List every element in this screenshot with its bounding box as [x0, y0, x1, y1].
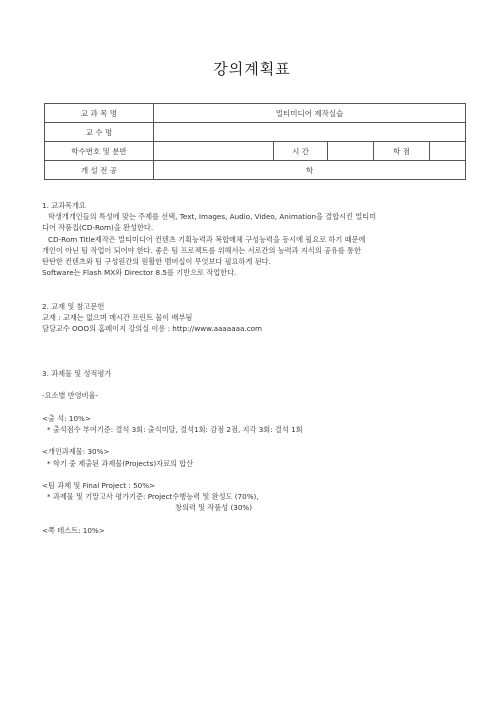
credit-value — [430, 142, 466, 161]
overview-line: 탄탄한 컨텐츠와 팀 구성원간의 원활한 멤버십이 무엇보다 필요하게 된다. — [42, 257, 271, 267]
professor-value — [154, 123, 466, 142]
individual-detail: * 학기 중 제출된 과제물(Projects)자료의 합산 — [47, 458, 194, 468]
overview-line: 개인이 아닌 팀 작업이 되어야 한다. 좋은 팀 프로젝트를 위해서는 서로간의 능력과 지식의 공유를 통한 — [42, 245, 361, 255]
course-info-table — [44, 103, 466, 180]
quiz-title: <쪽 테스트: 10%> — [42, 525, 105, 535]
syllabus-body — [42, 200, 467, 536]
team-title: <팀 과제 및 Final Project : 50%> — [42, 480, 156, 490]
course-name-value: 멀티미디어 제작실습 — [154, 104, 466, 123]
hours-value — [328, 142, 374, 161]
section1-heading: 1. 교과목개요 — [42, 201, 86, 210]
professor-label: 교 수 명 — [45, 123, 154, 142]
section3-heading: 3. 과제물 및 성적평가 — [42, 368, 112, 378]
major-value: 학 — [154, 161, 466, 180]
reference-line: 담당교수 OOO의 홈페이지 강의실 이용 : http://www.aaaaaaa.com — [42, 324, 263, 334]
ratio-subheading: -요소별 반영비율- — [42, 391, 99, 401]
course-name-label: 교 과 목 명 — [45, 104, 154, 123]
student-id-label: 학수번호 및 분반 — [45, 142, 154, 161]
credit-label: 학 점 — [374, 142, 430, 161]
student-id-value — [154, 142, 274, 161]
textbook-line: 교재 : 교재는 없으며 매시간 프린트 물이 배부됨 — [42, 313, 193, 322]
section2-heading: 2. 교재 및 참고문헌 — [42, 301, 105, 311]
individual-title: <개인과제물: 30%> — [42, 447, 110, 457]
overview-line: Software는 Flash MX와 Director 8.5를 기반으로 작업한다. — [42, 268, 237, 278]
major-label: 개 설 전 공 — [45, 161, 154, 180]
overview-line: CD-Rom Title제작은 멀티미디어 컨텐츠 기획능력과 복합매체 구성능력을 동시에 필요로 하기 때문에 — [48, 234, 366, 244]
team-detail: 창의력 및 작품성 (30%) — [175, 503, 253, 513]
overview-line: 디어 작품집(CD-Rom)을 완성한다. — [42, 223, 154, 233]
page-title: 강의계획표 — [213, 60, 291, 78]
attendance-detail: * 출석점수 부여기준: 결석 3회: 출석미달, 결석1회: 감점 2점, 지각 3회: 결석 1회 — [47, 424, 303, 434]
team-detail: * 과제물 및 기말고사 평가기준: Project수행능력 및 완성도 (70%), — [47, 492, 259, 502]
hours-label: 시 간 — [274, 142, 328, 161]
overview-line: 학생개개인들의 특성에 맞는 주제를 선택, Text, Images, Audio, Video, Animation을 결합시킨 멀티미 — [48, 212, 377, 222]
attendance-title: <출 석: 10%> — [42, 413, 91, 423]
